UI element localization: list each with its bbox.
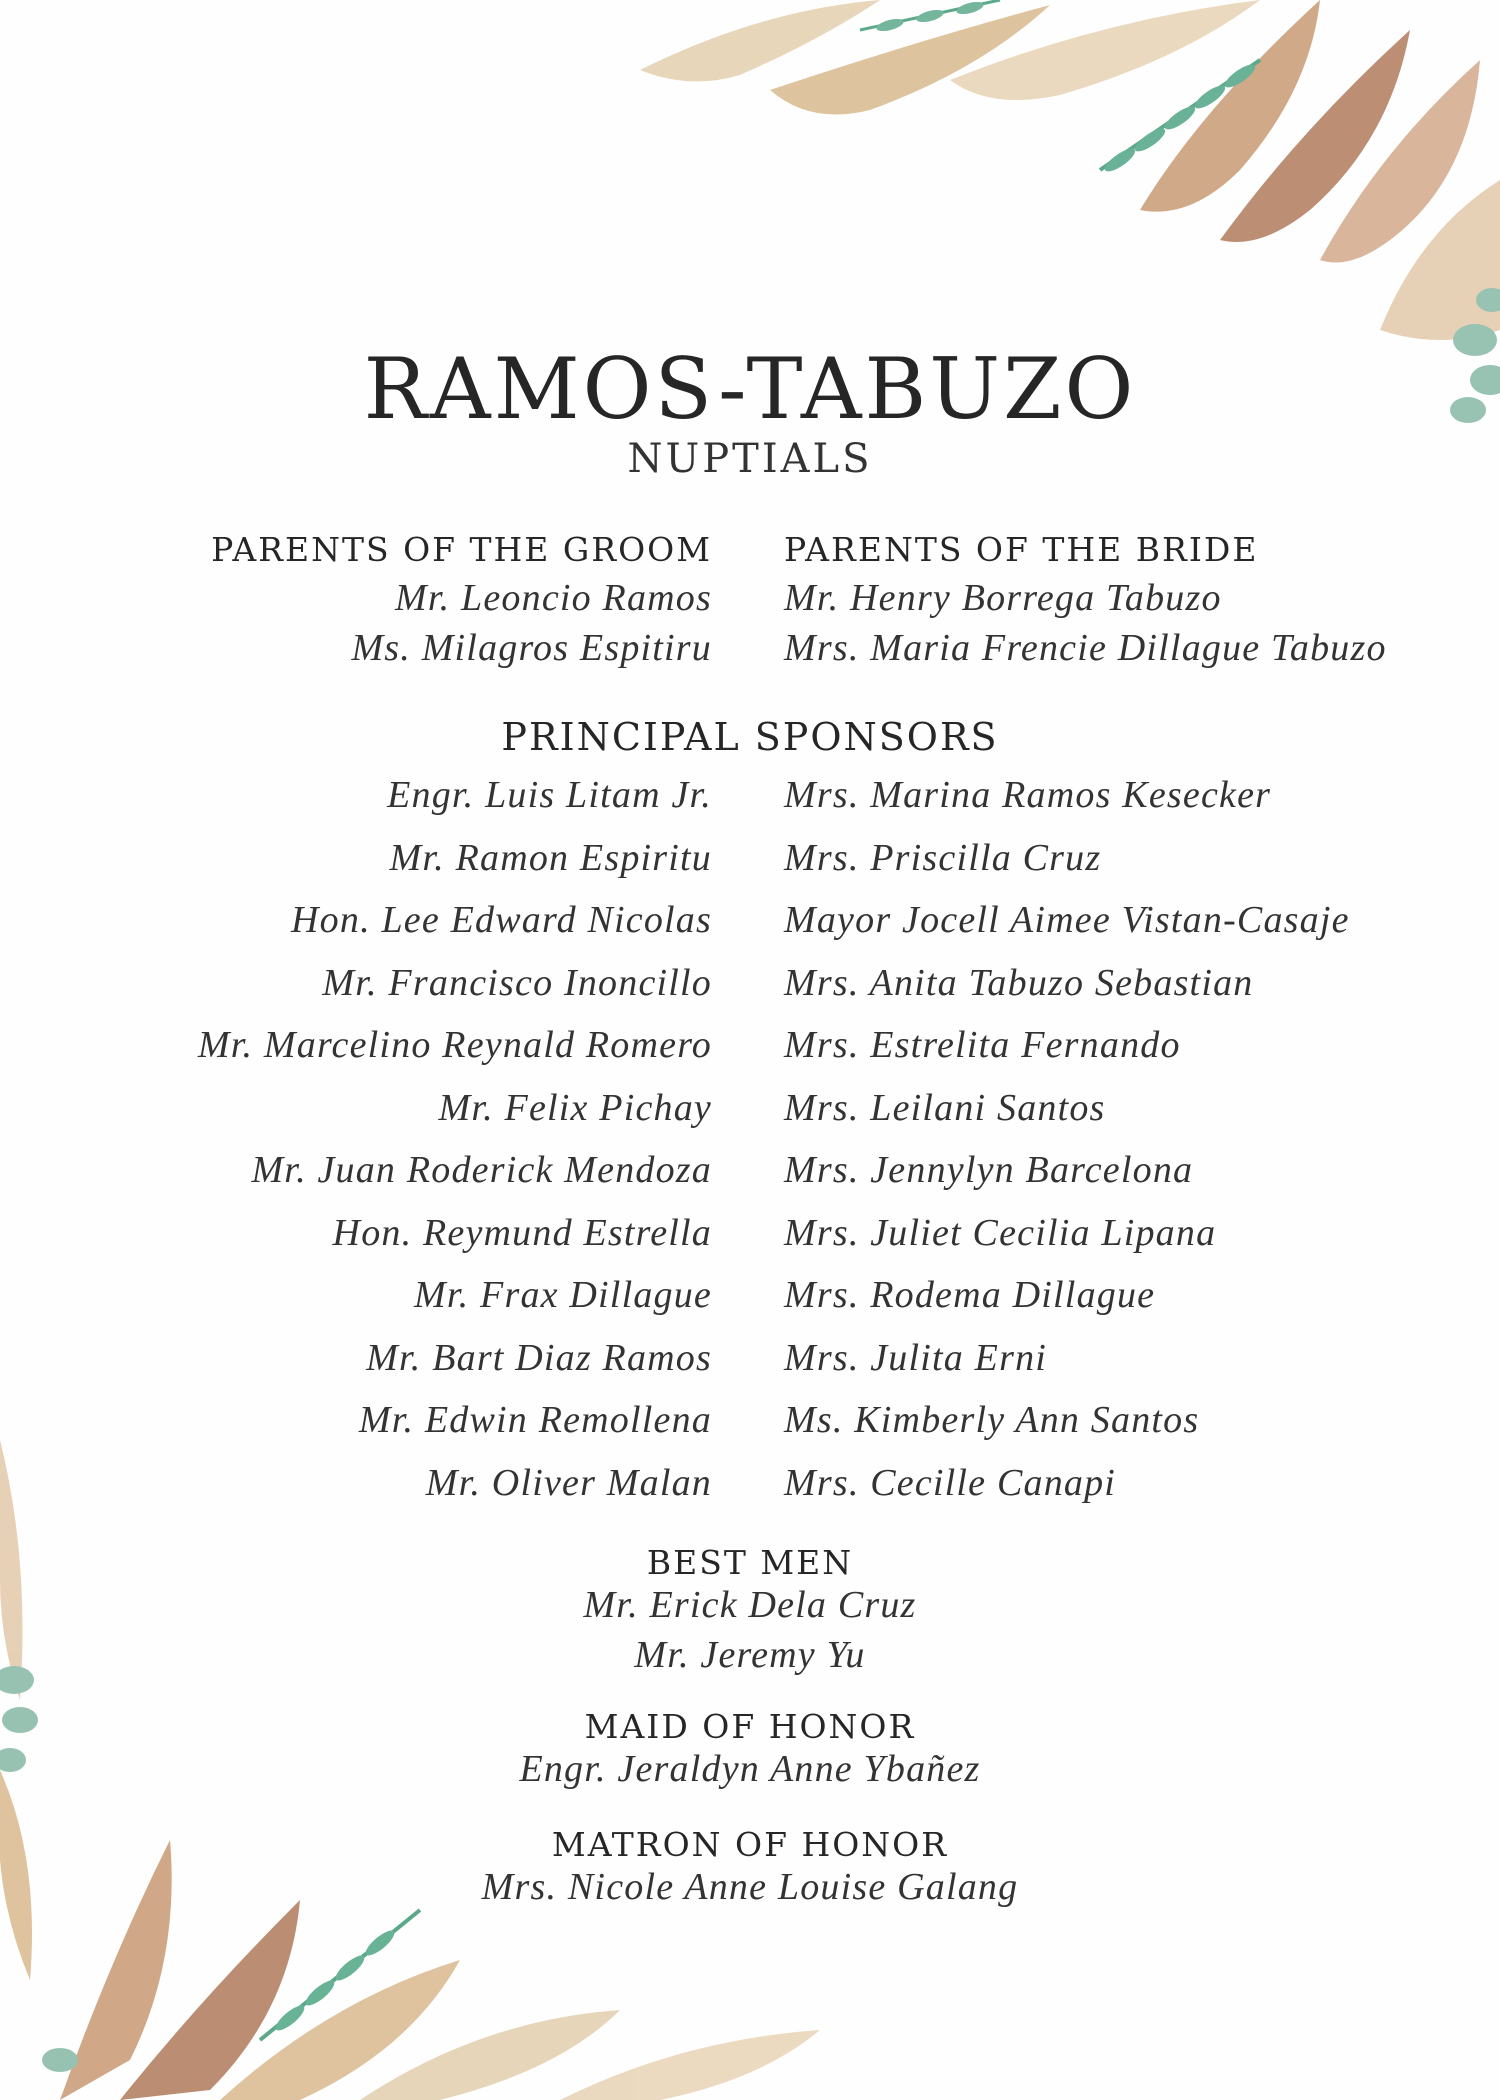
maid-of-honor-list xyxy=(0,1744,1500,1794)
sponsor-name: Mrs. Julita Erni xyxy=(784,1336,1048,1379)
page-title: RAMOS-TABUZO xyxy=(363,340,1137,438)
maid-of-honor-name: Engr. Jeraldyn Anne Ybañez xyxy=(519,1748,981,1790)
parents-bride-list xyxy=(784,573,1387,673)
sponsor-name: Mrs. Marina Ramos Kesecker xyxy=(784,774,1272,816)
sponsor-name: Mr. Francisco Inoncillo xyxy=(322,961,712,1004)
parents-groom-list xyxy=(351,573,712,673)
matron-of-honor-name: Mrs. Nicole Anne Louise Galang xyxy=(481,1866,1019,1908)
sponsor-name: Mayor Jocell Aimee Vistan-Casaje xyxy=(784,899,1350,941)
sponsor-name: Mr. Oliver Malan xyxy=(425,1461,712,1504)
sponsor-name: Mr. Frax Dillague xyxy=(414,1274,712,1316)
sponsor-name: Hon. Lee Edward Nicolas xyxy=(291,899,712,941)
sponsor-name: Mr. Juan Roderick Mendoza xyxy=(251,1149,712,1191)
best-men-list xyxy=(0,1580,1500,1680)
parents-groom-name: Mr. Leoncio Ramos xyxy=(395,577,712,619)
best-man-name: Mr. Erick Dela Cruz xyxy=(583,1584,917,1626)
parents-bride-name: Mrs. Maria Frencie Dillague Tabuzo xyxy=(784,627,1387,669)
sponsor-name: Mr. Bart Diaz Ramos xyxy=(366,1336,712,1379)
principal-sponsors-right-list xyxy=(784,770,1350,1520)
sponsor-name: Mr. Edwin Remollena xyxy=(358,1399,712,1441)
sponsor-name: Mrs. Leilani Santos xyxy=(784,1086,1106,1129)
parents-groom-name: Ms. Milagros Espitiru xyxy=(351,627,712,669)
parents-bride-heading: PARENTS OF THE BRIDE xyxy=(784,530,1259,569)
matron-of-honor-list xyxy=(0,1862,1500,1912)
best-man-name: Mr. Jeremy Yu xyxy=(634,1634,866,1676)
matron-of-honor-heading: MATRON OF HONOR xyxy=(551,1825,949,1864)
sponsor-name: Mrs. Anita Tabuzo Sebastian xyxy=(784,961,1254,1004)
sponsor-name: Mrs. Cecille Canapi xyxy=(784,1461,1117,1504)
parents-groom-heading: PARENTS OF THE GROOM xyxy=(211,530,712,569)
sponsor-name: Hon. Reymund Estrella xyxy=(332,1211,712,1254)
sponsor-name: Mrs. Estrelita Fernando xyxy=(784,1024,1181,1066)
principal-sponsors-left-list xyxy=(198,770,712,1520)
maid-of-honor-heading: MAID OF HONOR xyxy=(584,1707,916,1746)
sponsor-name: Engr. Luis Litam Jr. xyxy=(387,774,712,816)
sponsor-name: Mr. Felix Pichay xyxy=(438,1086,712,1129)
page-subtitle: NUPTIALS xyxy=(627,436,873,482)
best-men-heading: BEST MEN xyxy=(646,1543,854,1582)
sponsor-name: Mrs. Priscilla Cruz xyxy=(784,836,1102,879)
principal-sponsors-heading: PRINCIPAL SPONSORS xyxy=(501,715,999,759)
sponsor-name: Mr. Ramon Espiritu xyxy=(389,836,712,879)
parents-bride-name: Mr. Henry Borrega Tabuzo xyxy=(784,577,1222,619)
sponsor-name: Mrs. Jennylyn Barcelona xyxy=(784,1149,1194,1191)
sponsor-name: Mrs. Juliet Cecilia Lipana xyxy=(784,1211,1217,1254)
sponsor-name: Mrs. Rodema Dillague xyxy=(784,1274,1156,1316)
sponsor-name: Mr. Marcelino Reynald Romero xyxy=(197,1024,712,1066)
sponsor-name: Ms. Kimberly Ann Santos xyxy=(784,1399,1200,1441)
